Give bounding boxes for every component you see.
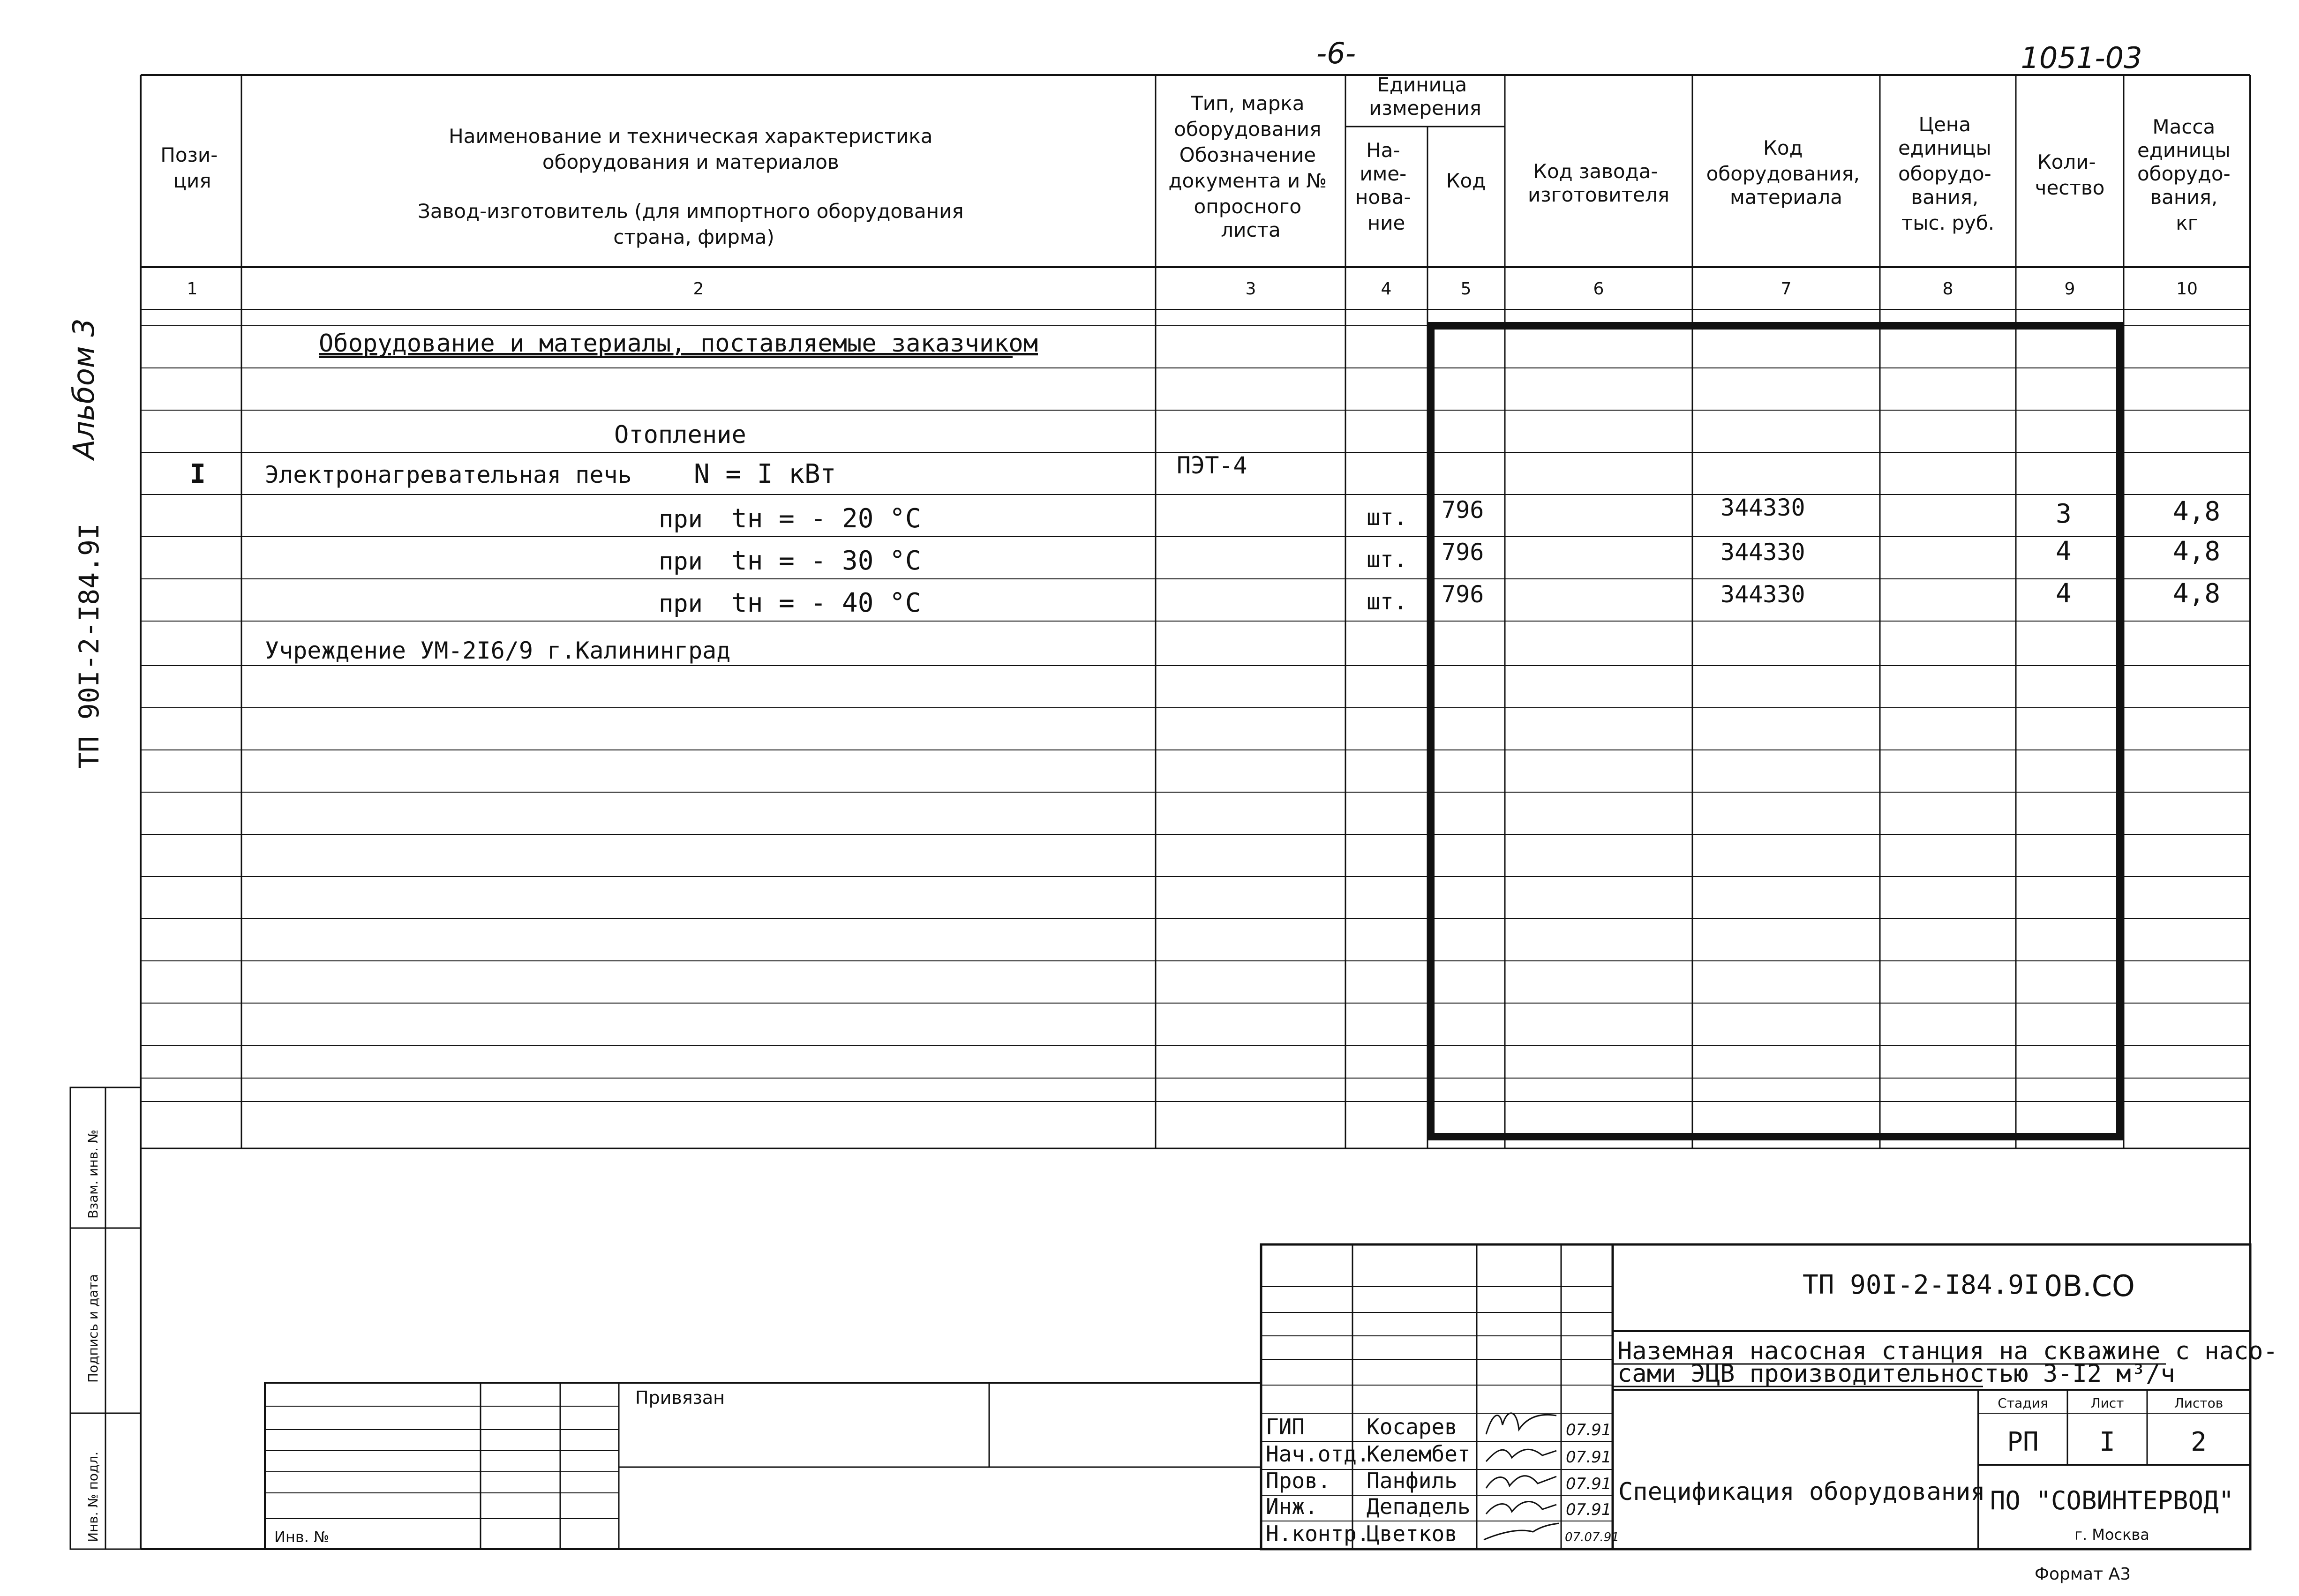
- organization-city: г. Москва: [2074, 1526, 2149, 1544]
- header-unit-price: Цена единицы оборудо- вания, тыс. руб.: [1898, 113, 1995, 234]
- document-number-top: 1051-03: [2021, 41, 2142, 75]
- col-num-4: 4: [1381, 279, 1392, 299]
- variant-2-formula: tн = - 30 °С: [731, 546, 921, 576]
- format-label: Формат А3: [2035, 1565, 2131, 1584]
- col-num-1: 1: [187, 279, 198, 299]
- variant-1-quantity: 3: [2056, 499, 2072, 529]
- header-unit-group: Единица измерения: [1369, 73, 1481, 120]
- organization: ПО "СОВИНТЕРВОД": [1990, 1486, 2234, 1515]
- signature-name-4: Депадель: [1367, 1494, 1471, 1519]
- project-title-line-1: Наземная насосная станция на скважине с насо-: [1617, 1337, 2278, 1365]
- sheet-value: I: [2099, 1427, 2115, 1457]
- signature-name-3: Панфиль: [1367, 1468, 1458, 1493]
- item-type: ПЭТ-4: [1177, 452, 1247, 479]
- col-num-9: 9: [2064, 279, 2075, 299]
- col-num-5: 5: [1460, 279, 1472, 299]
- item-formula: N = I кВт: [694, 459, 836, 489]
- stage-value: РП: [2007, 1427, 2039, 1457]
- variant-1-equipment-code: 344330: [1720, 494, 1805, 521]
- signature-role-3: Пров.: [1266, 1468, 1331, 1493]
- variant-3-formula: tн = - 40 °С: [731, 588, 921, 618]
- col-num-8: 8: [1942, 279, 1953, 299]
- header-type: Тип, марка оборудования Обозначение документа и № опросного листа: [1168, 92, 1327, 241]
- col-num-6: 6: [1593, 279, 1604, 299]
- variant-1-unit: шт.: [1367, 504, 1407, 531]
- variant-3-code: 796: [1442, 581, 1484, 608]
- stamp-label-replace-inv: Взам. инв. №: [85, 1129, 101, 1219]
- signature-date-2: 07.91: [1566, 1448, 1612, 1467]
- variant-2-code: 796: [1442, 539, 1484, 566]
- variant-3-equipment-code: 344330: [1720, 581, 1805, 608]
- stage-header: Стадия: [1998, 1395, 2048, 1411]
- sheets-value: 2: [2191, 1427, 2207, 1457]
- subsection-title: Отопление: [614, 421, 746, 449]
- header-position: Пози- ция: [160, 143, 218, 192]
- stamp-label-original-inv: Инв. № подл.: [85, 1451, 101, 1542]
- col-num-10: 10: [2176, 279, 2198, 299]
- variant-2-unit: шт.: [1367, 547, 1407, 573]
- variant-1-label: при: [659, 505, 703, 533]
- header-unit-name: На- име- нова- ние: [1355, 139, 1411, 234]
- project-title-line-2: сами ЭЦВ производительностью 3-I2 м³/ч: [1617, 1360, 2175, 1388]
- variant-3-quantity: 4: [2056, 578, 2072, 609]
- variant-1-formula: tн = - 20 °С: [731, 503, 921, 534]
- signature-name-1: Косарев: [1367, 1414, 1458, 1439]
- section-title: Оборудование и материалы, поставляемые заказчиком: [319, 330, 1038, 358]
- variant-2-quantity: 4: [2056, 536, 2072, 567]
- variant-3-unit: шт.: [1367, 589, 1407, 615]
- item-name: Электронагревательная печь: [265, 461, 632, 488]
- album-label: Альбом 3: [67, 318, 101, 459]
- signature-date-4: 07.91: [1566, 1500, 1612, 1519]
- variant-2-mass: 4,8: [2173, 536, 2221, 567]
- signature-role-1: ГИП: [1266, 1414, 1305, 1439]
- signature-date-1: 07.91: [1566, 1421, 1612, 1439]
- sheets-header: Листов: [2174, 1395, 2224, 1411]
- designation: ТП 90I-2-I84.9I: [1803, 1270, 2040, 1300]
- header-manufacturer-code: Код завода- изготовителя: [1527, 160, 1670, 206]
- col-num-2: 2: [693, 279, 704, 299]
- stamp-label-signature-date: Подпись и дата: [85, 1274, 101, 1383]
- sheet-header: Лист: [2090, 1395, 2124, 1411]
- header-unit-code: Код: [1446, 169, 1486, 192]
- inv-label: Инв. №: [274, 1528, 330, 1546]
- page-number: -6-: [1316, 36, 1356, 70]
- signature-role-5: Н.контр.: [1266, 1521, 1370, 1546]
- variant-1-code: 796: [1442, 496, 1484, 524]
- col-num-3: 3: [1245, 279, 1256, 299]
- project-code-vertical: ТП 90I-2-I84.9I: [73, 523, 105, 769]
- variant-2-label: при: [659, 547, 703, 576]
- signature-name-5: Цветков: [1367, 1521, 1458, 1546]
- header-equipment-code: Код оборудования, материала: [1706, 136, 1860, 209]
- header-quantity: Коли- чество: [2035, 150, 2105, 199]
- header-name: Наименование и техническая характеристика оборудования и материалов Завод-изготовитель (для импортного оборудования страна, фирма): [418, 125, 964, 248]
- signature-date-3: 07.91: [1566, 1475, 1612, 1493]
- signature-date-5: 07.07.91: [1565, 1530, 1619, 1544]
- variant-1-mass: 4,8: [2173, 496, 2221, 527]
- variant-3-label: при: [659, 590, 703, 618]
- designation-suffix: 0В.СО: [2044, 1269, 2135, 1303]
- variant-3-mass: 4,8: [2173, 578, 2221, 609]
- signature-role-4: Инж.: [1266, 1494, 1318, 1519]
- item-position: I: [190, 459, 206, 489]
- signature-role-2: Нач.отд.: [1266, 1441, 1370, 1467]
- bound-label: Привязан: [635, 1387, 725, 1408]
- document-title: Спецификация оборудования: [1618, 1478, 1985, 1506]
- col-num-7: 7: [1781, 279, 1792, 299]
- variant-2-equipment-code: 344330: [1720, 539, 1805, 566]
- customer-note: Учреждение УМ-2I6/9 г.Калининград: [265, 637, 731, 664]
- header-unit-mass: Масса единицы оборудо- вания, кг: [2137, 115, 2231, 234]
- signature-name-2: Келембет: [1367, 1441, 1471, 1467]
